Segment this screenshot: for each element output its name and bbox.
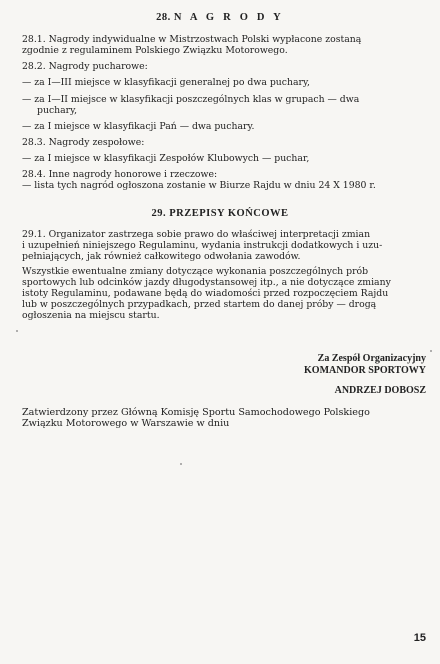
paragraph-28-2-item-2-line-2: puchary, (37, 105, 78, 116)
section-29-heading (0, 208, 440, 219)
scan-speck (430, 350, 432, 352)
paragraph-29-2-line-5: ogłoszenia na miejscu startu. (22, 310, 160, 321)
section-28-number: 28. (156, 12, 171, 23)
paragraph-28-2-item-3: — za I miejsce w klasyfikacji Pań — dwa puchary. (22, 121, 255, 132)
approval-line-1: Zatwierdzony przez Główną Komisję Sportu Samochodowego Polskiego (22, 407, 370, 418)
paragraph-29-2-line-4: lub w poszczególnych przypadkach, przed startem do danej próby — drogą (22, 299, 377, 310)
paragraph-28-4: 28.4. Inne nagrody honorowe i rzeczowe: (22, 169, 218, 180)
section-28-title: N A G R O D Y (173, 12, 284, 23)
paragraph-28-3-item-1: — za I miejsce w klasyfikacji Zespołów Klubowych — puchar, (22, 153, 310, 164)
scan-speck (180, 463, 182, 465)
signature-organizing-team: Za Zespół Organizacyjny (317, 353, 426, 364)
paragraph-28-4-item-1: — lista tych nagród ogłoszona zostanie w Biurze Rajdu w dniu 24 X 1980 r. (22, 180, 376, 191)
signature-title: KOMANDOR SPORTOWY (304, 365, 426, 376)
paragraph-28-2-item-1: — za I—III miejsce w klasyfikacji generalnej po dwa puchary, (22, 77, 310, 88)
paragraph-29-1-line-2: i uzupełnień niniejszego Regulaminu, wydania instrukcji dodatkowych i uzu- (22, 240, 383, 251)
paragraph-28-2-item-2-line-1: — za I—II miejsce w klasyfikacji poszczególnych klas w grupach — dwa (22, 94, 360, 105)
section-29-title: PRZEPISY KOŃCOWE (169, 208, 289, 219)
paragraph-29-1-line-1: 29.1. Organizator zastrzega sobie prawo do właściwej interpretacji zmian (22, 229, 371, 240)
section-29-number: 29. (151, 208, 167, 219)
scan-speck (16, 330, 18, 332)
paragraph-29-2-line-1: Wszystkie ewentualne zmiany dotyczące wykonania poszczególnych prób (22, 266, 369, 277)
paragraph-28-1-line-2: zgodnie z regulaminem Polskiego Związku Motorowego. (22, 45, 288, 56)
paragraph-28-3: 28.3. Nagrody zespołowe: (22, 137, 145, 148)
paragraph-29-2-line-2: sportowych lub odcinków jazdy długodystansowej itp., a nie dotyczące zmiany (22, 277, 391, 288)
paragraph-28-2: 28.2. Nagrody pucharowe: (22, 61, 148, 72)
page-number: 15 (413, 632, 426, 644)
signature-name: ANDRZEJ DOBOSZ (334, 385, 426, 396)
paragraph-28-1-line-1: 28.1. Nagrody indywidualne w Mistrzostwach Polski wypłacone zostaną (22, 34, 362, 45)
section-28-heading (0, 12, 440, 23)
approval-line-2: Związku Motorowego w Warszawie w dniu (22, 418, 230, 429)
paragraph-29-1-line-3: pełniających, jak również całkowitego odwołania zawodów. (22, 251, 301, 262)
paragraph-29-2-line-3: istoty Regulaminu, podawane będą do wiadomości przed rozpoczęciem Rajdu (22, 288, 389, 299)
